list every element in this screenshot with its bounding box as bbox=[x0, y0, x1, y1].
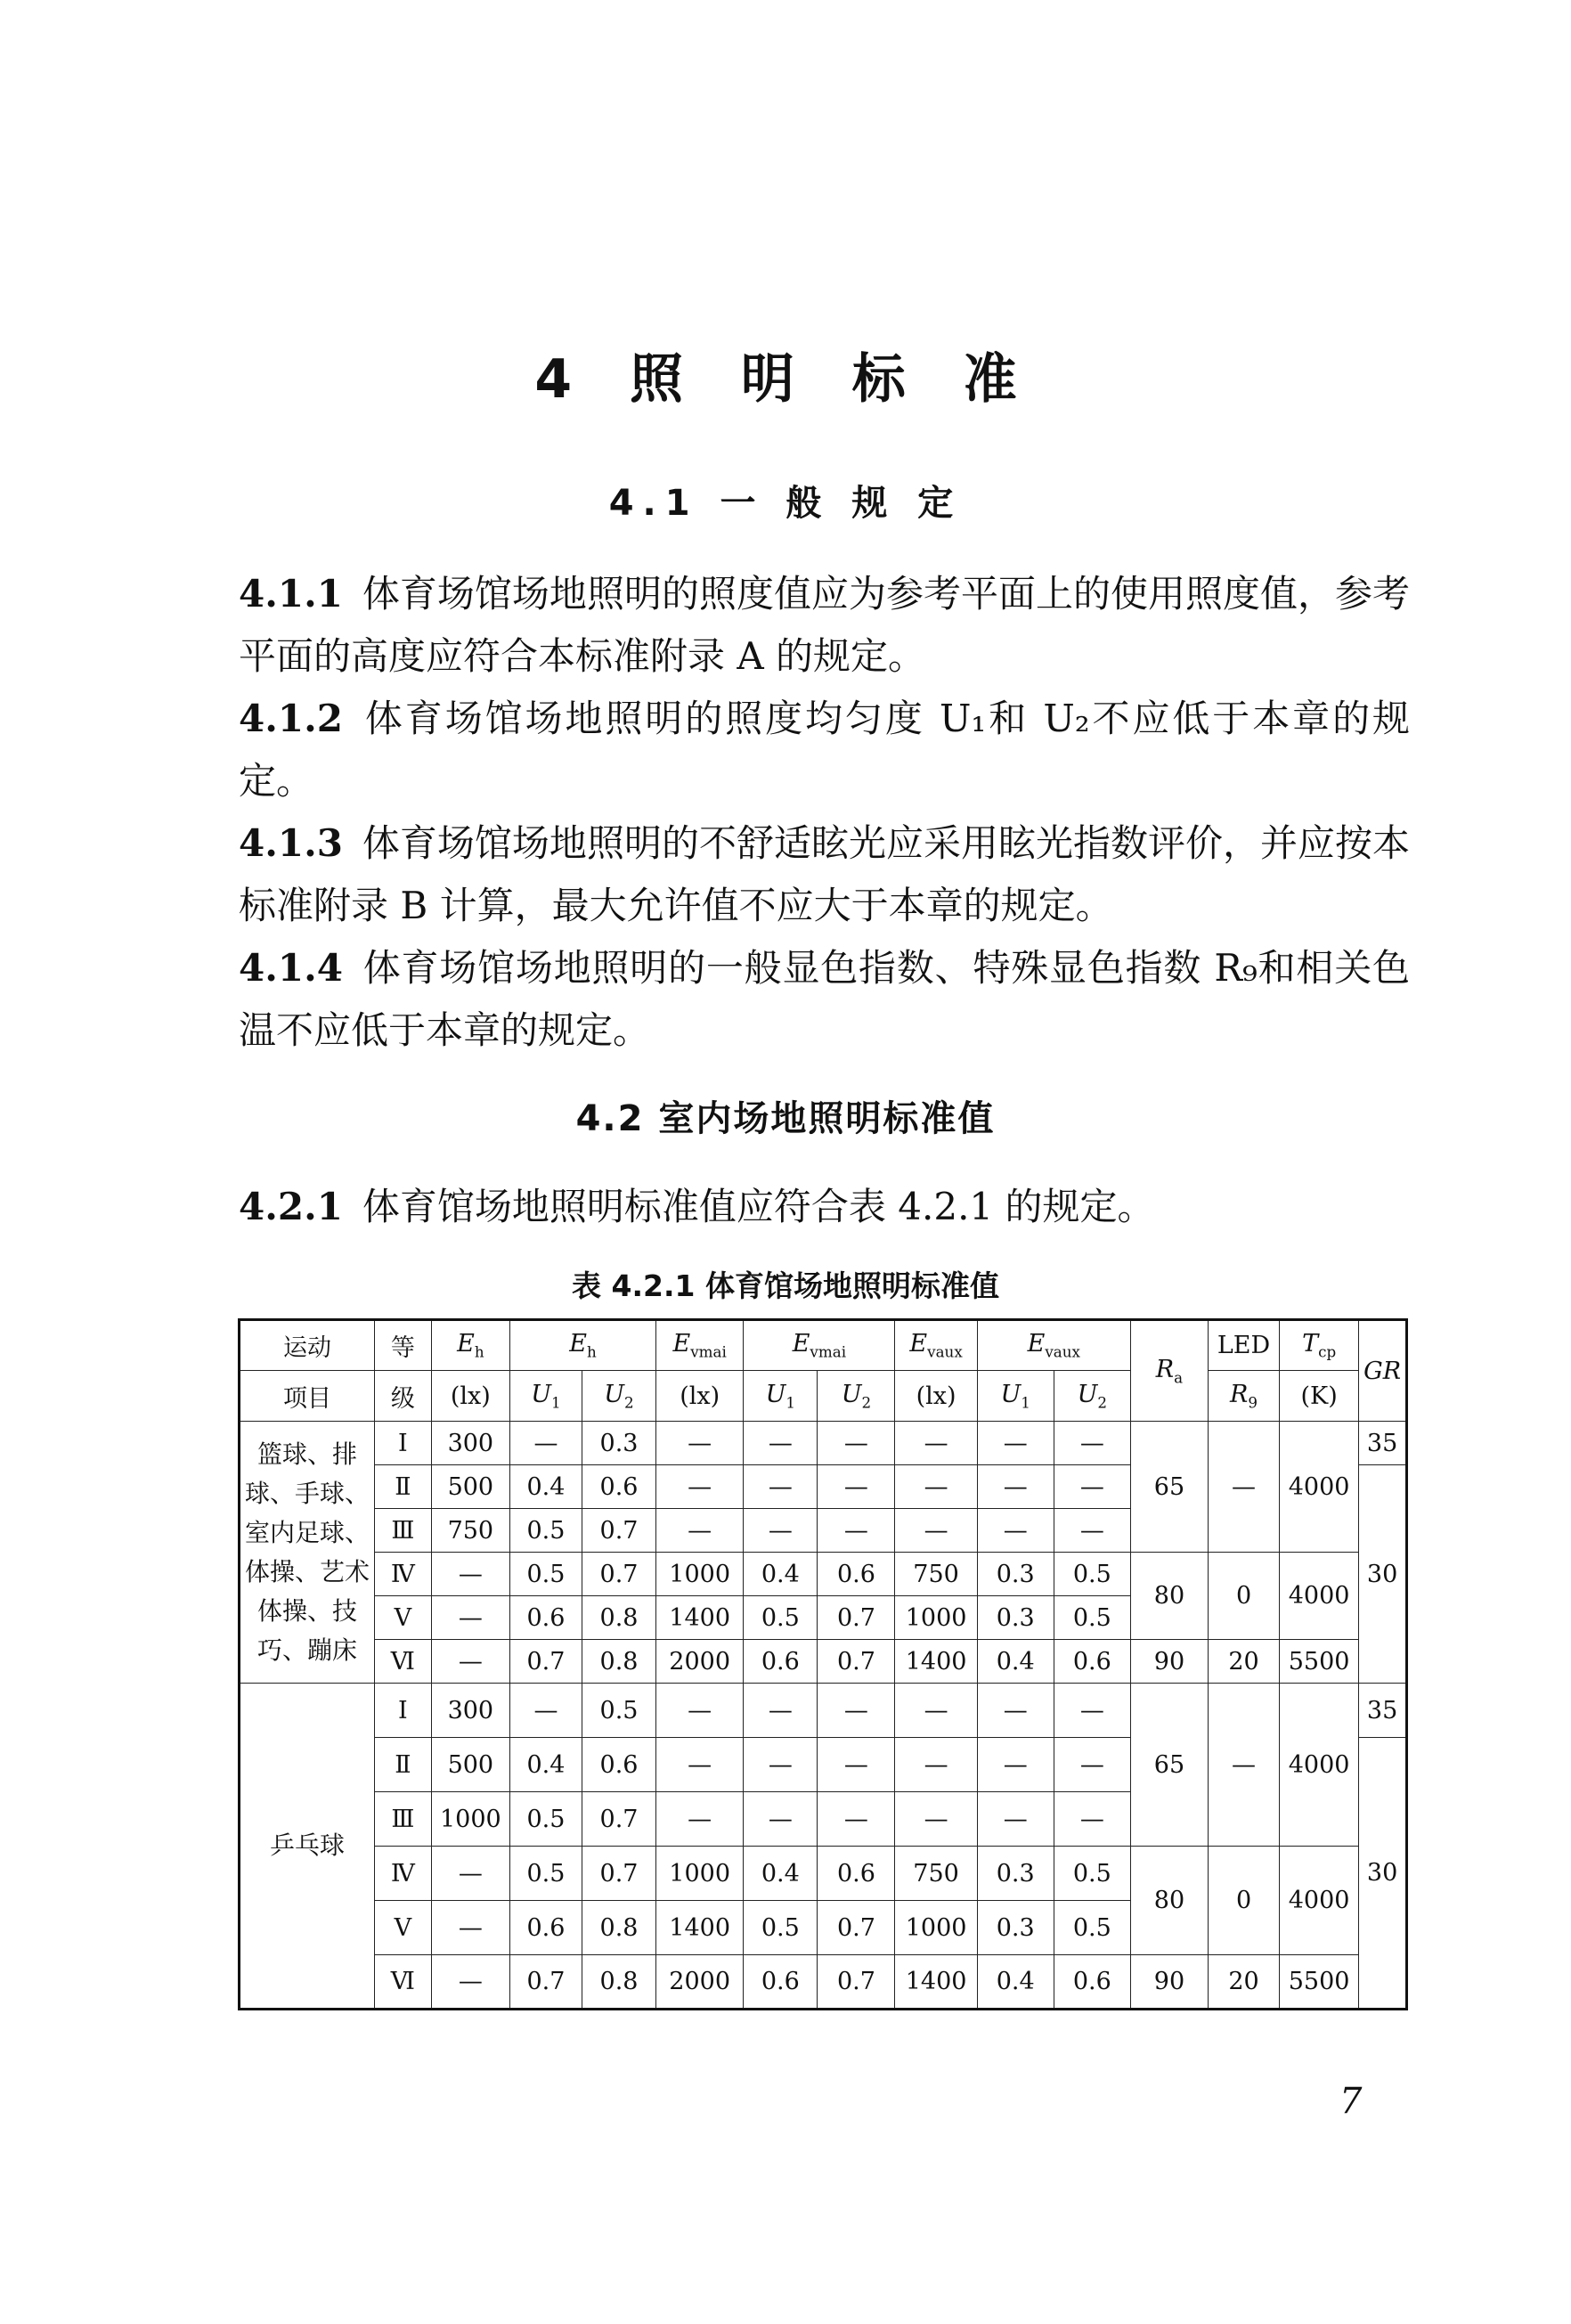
cell-eh-u1: 0.4 bbox=[509, 1738, 582, 1792]
cell-evmai-u2: — bbox=[818, 1738, 895, 1792]
cell-evmai-u2: 0.7 bbox=[818, 1640, 895, 1684]
cell-evmai-u2: 0.7 bbox=[818, 1901, 895, 1955]
cell-gr: 35 bbox=[1359, 1422, 1407, 1465]
cell-led-r9: — bbox=[1209, 1684, 1280, 1847]
cell-evmai-u1: 0.5 bbox=[744, 1596, 818, 1640]
table-row bbox=[240, 1847, 1407, 1901]
table-row bbox=[240, 1684, 1407, 1738]
header-evmai-uniformity: $E_{vmai}$ bbox=[744, 1320, 895, 1371]
table-row bbox=[240, 1640, 1407, 1684]
cell-led-r9: 20 bbox=[1209, 1955, 1280, 2010]
cell-evaux: — bbox=[895, 1465, 977, 1509]
cell-evmai-u2: 0.6 bbox=[818, 1553, 895, 1596]
cell-evaux-u2: 0.6 bbox=[1054, 1955, 1130, 2010]
cell-evmai: — bbox=[656, 1509, 744, 1553]
cell-eh: 500 bbox=[431, 1738, 509, 1792]
cell-led-r9: 0 bbox=[1209, 1847, 1280, 1955]
cell-evaux-u2: — bbox=[1054, 1792, 1130, 1847]
cell-ra: 80 bbox=[1130, 1847, 1208, 1955]
cell-eh-u2: 0.8 bbox=[582, 1901, 655, 1955]
header-sport: 运动 bbox=[240, 1320, 375, 1371]
cell-ra: 90 bbox=[1130, 1955, 1208, 2010]
cell-evaux-u1: — bbox=[977, 1465, 1054, 1509]
cell-grade: Ⅱ bbox=[374, 1465, 431, 1509]
cell-eh-u1: — bbox=[509, 1422, 582, 1465]
header-evmai-u1: $U_1$ bbox=[744, 1371, 818, 1422]
cell-eh: 750 bbox=[431, 1509, 509, 1553]
cell-evaux-u1: — bbox=[977, 1422, 1054, 1465]
header-grade: 等 bbox=[374, 1320, 431, 1371]
cell-evaux-u2: — bbox=[1054, 1738, 1130, 1792]
clause-text: 体育场馆场地照明的照度值应为参考平面上的使用照度值，参考平面的高度应符合本标准附录 A 的规定。 bbox=[239, 572, 1410, 678]
clause-4-1-1 bbox=[239, 563, 1410, 688]
cell-evmai: 1000 bbox=[656, 1847, 744, 1901]
cell-evmai-u2: — bbox=[818, 1684, 895, 1738]
cell-evmai-u1: — bbox=[744, 1738, 818, 1792]
header-row-bottom bbox=[240, 1371, 1407, 1422]
clause-text: 体育场馆场地照明的一般显色指数、特殊显色指数 R₉和相关色温不应低于本章的规定。 bbox=[239, 946, 1410, 1052]
header-gr: GR bbox=[1359, 1320, 1407, 1422]
cell-grade: Ⅱ bbox=[374, 1738, 431, 1792]
cell-evaux: — bbox=[895, 1738, 977, 1792]
header-row-top bbox=[240, 1320, 1407, 1371]
page-number: 7 bbox=[1339, 2081, 1363, 2122]
cell-evmai: 2000 bbox=[656, 1955, 744, 2010]
cell-evaux-u2: — bbox=[1054, 1465, 1130, 1509]
cell-evaux: 750 bbox=[895, 1553, 977, 1596]
cell-evmai: — bbox=[656, 1465, 744, 1509]
cell-eh-u1: 0.4 bbox=[509, 1465, 582, 1509]
cell-eh-u2: 0.5 bbox=[582, 1684, 655, 1738]
clause-text: 体育场馆场地照明的照度均匀度 U₁和 U₂不应低于本章的规定。 bbox=[239, 697, 1410, 803]
cell-eh-u1: 0.5 bbox=[509, 1553, 582, 1596]
cell-evaux-u2: — bbox=[1054, 1684, 1130, 1738]
cell-gr: 30 bbox=[1359, 1738, 1407, 2010]
header-evmai-unit: (lx) bbox=[656, 1371, 744, 1422]
cell-grade: Ⅵ bbox=[374, 1640, 431, 1684]
cell-eh-u2: 0.6 bbox=[582, 1465, 655, 1509]
cell-evaux-u1: 0.4 bbox=[977, 1955, 1054, 2010]
cell-ra: 80 bbox=[1130, 1553, 1208, 1640]
cell-ra: 65 bbox=[1130, 1684, 1208, 1847]
cell-grade: Ⅰ bbox=[374, 1422, 431, 1465]
clause-text: 体育馆场地照明标准值应符合表 4.2.1 的规定。 bbox=[362, 1185, 1155, 1228]
cell-evmai: 2000 bbox=[656, 1640, 744, 1684]
cell-gr: 35 bbox=[1359, 1684, 1407, 1738]
cell-sport: 篮球、排球、手球、室内足球、体操、艺术体操、技巧、蹦床 bbox=[240, 1422, 375, 1684]
cell-evaux: — bbox=[895, 1684, 977, 1738]
cell-grade: Ⅲ bbox=[374, 1509, 431, 1553]
cell-led-r9: — bbox=[1209, 1422, 1280, 1553]
chapter-title: 4 照 明 标 准 bbox=[534, 348, 1037, 411]
cell-tcp: 4000 bbox=[1280, 1847, 1359, 1955]
header-evaux-lx: $E_{vaux}$ bbox=[895, 1320, 977, 1371]
cell-evmai-u1: 0.6 bbox=[744, 1640, 818, 1684]
cell-evaux-u1: — bbox=[977, 1684, 1054, 1738]
header-evaux-u2: $U_2$ bbox=[1054, 1371, 1130, 1422]
cell-grade: Ⅳ bbox=[374, 1553, 431, 1596]
cell-eh-u1: 0.5 bbox=[509, 1847, 582, 1901]
cell-evmai-u2: — bbox=[818, 1422, 895, 1465]
section-title-4-2: 4.2 室内场地照明标准值 bbox=[575, 1098, 996, 1139]
cell-evmai-u1: — bbox=[744, 1509, 818, 1553]
cell-eh: 300 bbox=[431, 1684, 509, 1738]
clause-number: 4.1.1 bbox=[239, 572, 343, 616]
cell-grade: Ⅳ bbox=[374, 1847, 431, 1901]
clause-number: 4.1.3 bbox=[239, 821, 343, 865]
cell-evaux-u1: — bbox=[977, 1792, 1054, 1847]
header-grade-2: 级 bbox=[374, 1371, 431, 1422]
header-eh-u2: $U_2$ bbox=[582, 1371, 655, 1422]
cell-grade: Ⅰ bbox=[374, 1684, 431, 1738]
cell-evaux: — bbox=[895, 1422, 977, 1465]
cell-evaux-u1: 0.4 bbox=[977, 1640, 1054, 1684]
cell-evaux-u1: 0.3 bbox=[977, 1553, 1054, 1596]
cell-evmai-u2: — bbox=[818, 1792, 895, 1847]
cell-evaux: — bbox=[895, 1509, 977, 1553]
cell-eh: 500 bbox=[431, 1465, 509, 1509]
header-tcp-unit: (K) bbox=[1280, 1371, 1359, 1422]
cell-evmai-u1: 0.4 bbox=[744, 1847, 818, 1901]
cell-eh-u1: 0.7 bbox=[509, 1640, 582, 1684]
cell-ra: 90 bbox=[1130, 1640, 1208, 1684]
header-evaux-u1: $U_1$ bbox=[977, 1371, 1054, 1422]
cell-grade: Ⅴ bbox=[374, 1596, 431, 1640]
cell-evaux: 1000 bbox=[895, 1596, 977, 1640]
cell-eh-u1: 0.7 bbox=[509, 1955, 582, 2010]
cell-evmai: — bbox=[656, 1684, 744, 1738]
header-eh-lx: $E_h$ bbox=[431, 1320, 509, 1371]
cell-eh-u2: 0.7 bbox=[582, 1847, 655, 1901]
clause-4-1-3 bbox=[239, 812, 1410, 937]
header-r9: $R_9$ bbox=[1209, 1371, 1280, 1422]
cell-evaux-u1: 0.3 bbox=[977, 1847, 1054, 1901]
header-eh-uniformity: $E_h$ bbox=[509, 1320, 655, 1371]
cell-grade: Ⅴ bbox=[374, 1901, 431, 1955]
header-sport-2: 项目 bbox=[240, 1371, 375, 1422]
cell-tcp: 4000 bbox=[1280, 1422, 1359, 1553]
cell-tcp: 4000 bbox=[1280, 1684, 1359, 1847]
cell-eh: — bbox=[431, 1955, 509, 2010]
cell-evaux-u2: 0.5 bbox=[1054, 1847, 1130, 1901]
header-evaux-uniformity: $E_{vaux}$ bbox=[977, 1320, 1130, 1371]
cell-evmai-u1: 0.6 bbox=[744, 1955, 818, 2010]
clause-text: 体育场馆场地照明的不舒适眩光应采用眩光指数评价，并应按本标准附录 B 计算，最大允许值不应大于本章的规定。 bbox=[239, 821, 1410, 927]
cell-evaux-u2: — bbox=[1054, 1509, 1130, 1553]
cell-evaux-u1: — bbox=[977, 1738, 1054, 1792]
cell-eh-u2: 0.7 bbox=[582, 1509, 655, 1553]
cell-evaux-u2: 0.5 bbox=[1054, 1901, 1130, 1955]
cell-eh-u2: 0.7 bbox=[582, 1553, 655, 1596]
cell-evmai-u1: — bbox=[744, 1422, 818, 1465]
header-evmai-u2: $U_2$ bbox=[818, 1371, 895, 1422]
cell-eh-u1: 0.6 bbox=[509, 1901, 582, 1955]
cell-evmai: — bbox=[656, 1422, 744, 1465]
cell-eh-u2: 0.6 bbox=[582, 1738, 655, 1792]
cell-evmai-u2: 0.7 bbox=[818, 1955, 895, 2010]
cell-evaux: — bbox=[895, 1792, 977, 1847]
cell-eh-u1: 0.5 bbox=[509, 1509, 582, 1553]
lighting-standard-table bbox=[238, 1318, 1408, 2010]
cell-eh-u2: 0.3 bbox=[582, 1422, 655, 1465]
cell-eh: — bbox=[431, 1901, 509, 1955]
cell-eh: 300 bbox=[431, 1422, 509, 1465]
cell-sport: 乒乓球 bbox=[240, 1684, 375, 2010]
cell-evmai-u1: 0.4 bbox=[744, 1553, 818, 1596]
table-caption: 表 4.2.1 体育馆场地照明标准值 bbox=[572, 1268, 999, 1303]
cell-eh: — bbox=[431, 1640, 509, 1684]
cell-evaux: 1400 bbox=[895, 1955, 977, 2010]
cell-evaux: 1000 bbox=[895, 1901, 977, 1955]
clause-number: 4.1.4 bbox=[239, 946, 343, 990]
clause-4-1-2 bbox=[239, 688, 1410, 812]
cell-grade: Ⅲ bbox=[374, 1792, 431, 1847]
cell-led-r9: 0 bbox=[1209, 1553, 1280, 1640]
clause-4-2-1 bbox=[239, 1176, 1410, 1238]
cell-evmai-u2: — bbox=[818, 1465, 895, 1509]
header-evmai-lx: $E_{vmai}$ bbox=[656, 1320, 744, 1371]
header-tcp: $T_{cp}$ bbox=[1280, 1320, 1359, 1371]
cell-evmai: 1400 bbox=[656, 1596, 744, 1640]
cell-gr: 30 bbox=[1359, 1465, 1407, 1684]
cell-evmai: — bbox=[656, 1738, 744, 1792]
cell-eh: — bbox=[431, 1553, 509, 1596]
header-eh-u1: $U_1$ bbox=[509, 1371, 582, 1422]
clause-number: 4.1.2 bbox=[239, 697, 343, 740]
cell-evmai-u2: 0.6 bbox=[818, 1847, 895, 1901]
cell-grade: Ⅵ bbox=[374, 1955, 431, 2010]
header-evaux-unit: (lx) bbox=[895, 1371, 977, 1422]
cell-tcp: 4000 bbox=[1280, 1553, 1359, 1640]
cell-evaux: 1400 bbox=[895, 1640, 977, 1684]
cell-eh: 1000 bbox=[431, 1792, 509, 1847]
cell-evaux-u2: 0.5 bbox=[1054, 1596, 1130, 1640]
header-led: LED bbox=[1209, 1320, 1280, 1371]
clause-number: 4.2.1 bbox=[239, 1185, 343, 1228]
cell-evaux-u1: 0.3 bbox=[977, 1596, 1054, 1640]
cell-evmai: — bbox=[656, 1792, 744, 1847]
cell-evmai: 1400 bbox=[656, 1901, 744, 1955]
cell-evmai-u1: — bbox=[744, 1465, 818, 1509]
cell-evmai-u2: 0.7 bbox=[818, 1596, 895, 1640]
cell-eh-u1: 0.6 bbox=[509, 1596, 582, 1640]
cell-evmai-u2: — bbox=[818, 1509, 895, 1553]
cell-evmai: 1000 bbox=[656, 1553, 744, 1596]
cell-eh-u2: 0.7 bbox=[582, 1792, 655, 1847]
cell-eh-u2: 0.8 bbox=[582, 1640, 655, 1684]
cell-eh-u2: 0.8 bbox=[582, 1955, 655, 2010]
header-ra: $R_a$ bbox=[1130, 1320, 1208, 1422]
header-eh-unit: (lx) bbox=[431, 1371, 509, 1422]
table-row bbox=[240, 1553, 1407, 1596]
cell-evmai-u1: 0.5 bbox=[744, 1901, 818, 1955]
section-title-4-1: 4.1 一 般 规 定 bbox=[608, 483, 963, 524]
cell-evaux-u2: 0.5 bbox=[1054, 1553, 1130, 1596]
table-row bbox=[240, 1955, 1407, 2010]
cell-evaux: 750 bbox=[895, 1847, 977, 1901]
cell-evmai-u1: — bbox=[744, 1684, 818, 1738]
table-body bbox=[240, 1320, 1407, 2010]
clause-4-1-4 bbox=[239, 937, 1410, 1062]
cell-led-r9: 20 bbox=[1209, 1640, 1280, 1684]
cell-eh: — bbox=[431, 1596, 509, 1640]
table-row bbox=[240, 1422, 1407, 1465]
cell-eh-u2: 0.8 bbox=[582, 1596, 655, 1640]
cell-tcp: 5500 bbox=[1280, 1955, 1359, 2010]
cell-evaux-u1: — bbox=[977, 1509, 1054, 1553]
cell-tcp: 5500 bbox=[1280, 1640, 1359, 1684]
cell-evaux-u2: 0.6 bbox=[1054, 1640, 1130, 1684]
cell-eh-u1: — bbox=[509, 1684, 582, 1738]
cell-eh-u1: 0.5 bbox=[509, 1792, 582, 1847]
cell-evmai-u1: — bbox=[744, 1792, 818, 1847]
cell-evaux-u2: — bbox=[1054, 1422, 1130, 1465]
cell-evaux-u1: 0.3 bbox=[977, 1901, 1054, 1955]
cell-ra: 65 bbox=[1130, 1422, 1208, 1553]
cell-eh: — bbox=[431, 1847, 509, 1901]
